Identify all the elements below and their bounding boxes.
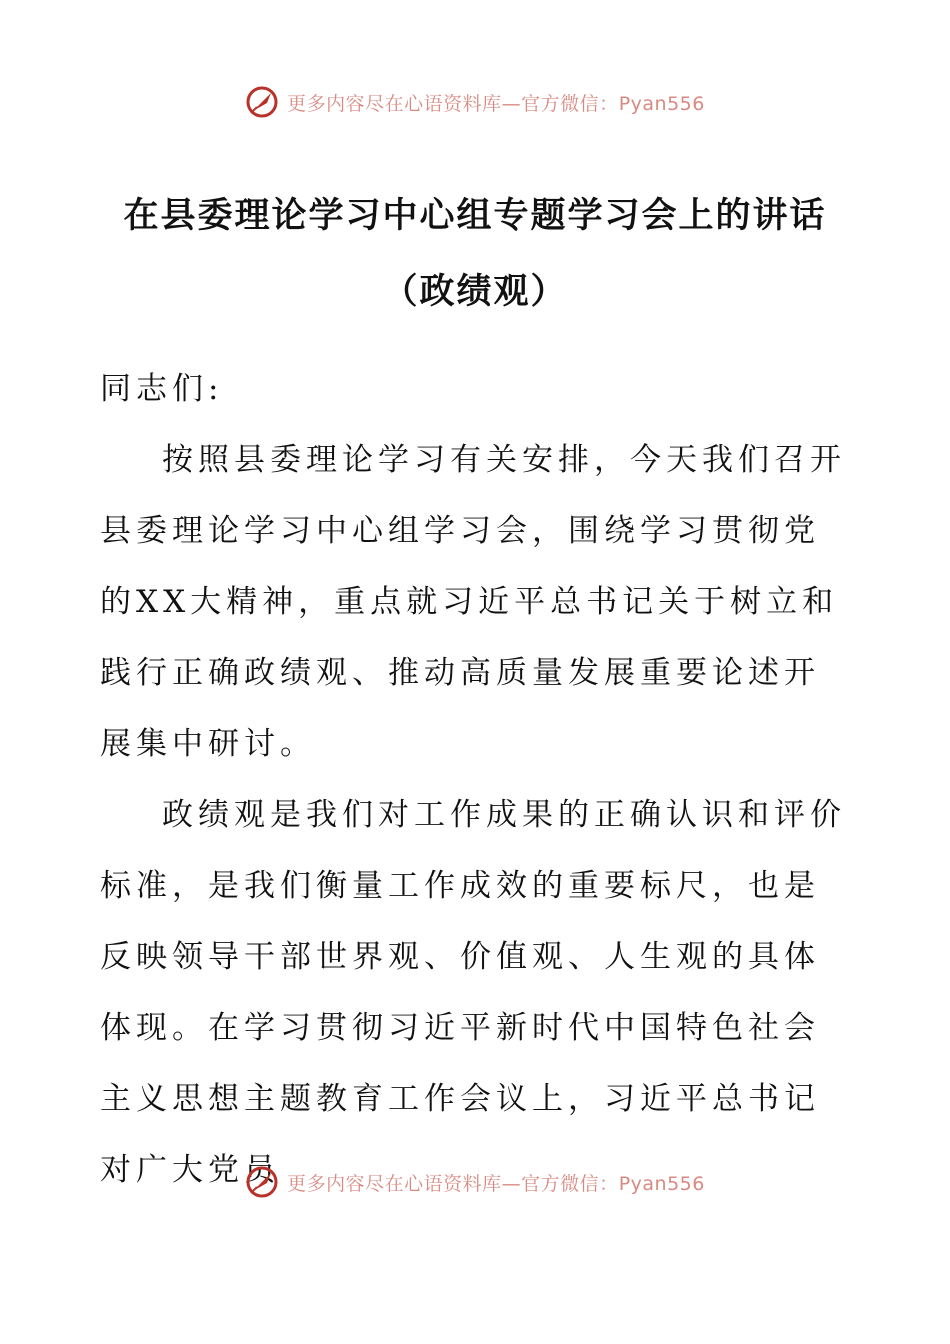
page-title: 在县委理论学习中心组专题学习会上的讲话（政绩观）: [123, 196, 827, 312]
paragraph: 政绩观是我们对工作成果的正确认识和评价标准，是我们衡量工作成效的重要标尺，也是反映领导干部世界观、价值观、人生观的具体体现。在学习贯彻习近平新时代中国特色社会主义思想主题教育工作会议上，习近平总书记对广大党员: [100, 797, 846, 1188]
watermark-text: 更多内容尽在心语资料库—官方微信：Pyan556: [287, 1172, 705, 1195]
document-body: [100, 354, 852, 1206]
watermark-text: 更多内容尽在心语资料库—官方微信：Pyan556: [287, 92, 705, 115]
watermark-banner-top: [0, 80, 950, 124]
paragraph: 按照县委理论学习有关安排，今天我们召开县委理论学习中心组学习会，围绕学习贯彻党的XX大精神，重点就习近平总书记关于树立和践行正确政绩观、推动高质量发展重要论述开展集中研讨。: [100, 442, 846, 762]
watermark-banner-bottom: [0, 1160, 950, 1204]
quill-pen-logo-icon: [245, 1165, 279, 1199]
salutation: 同志们:: [100, 371, 224, 407]
quill-pen-logo-icon: [245, 85, 279, 119]
